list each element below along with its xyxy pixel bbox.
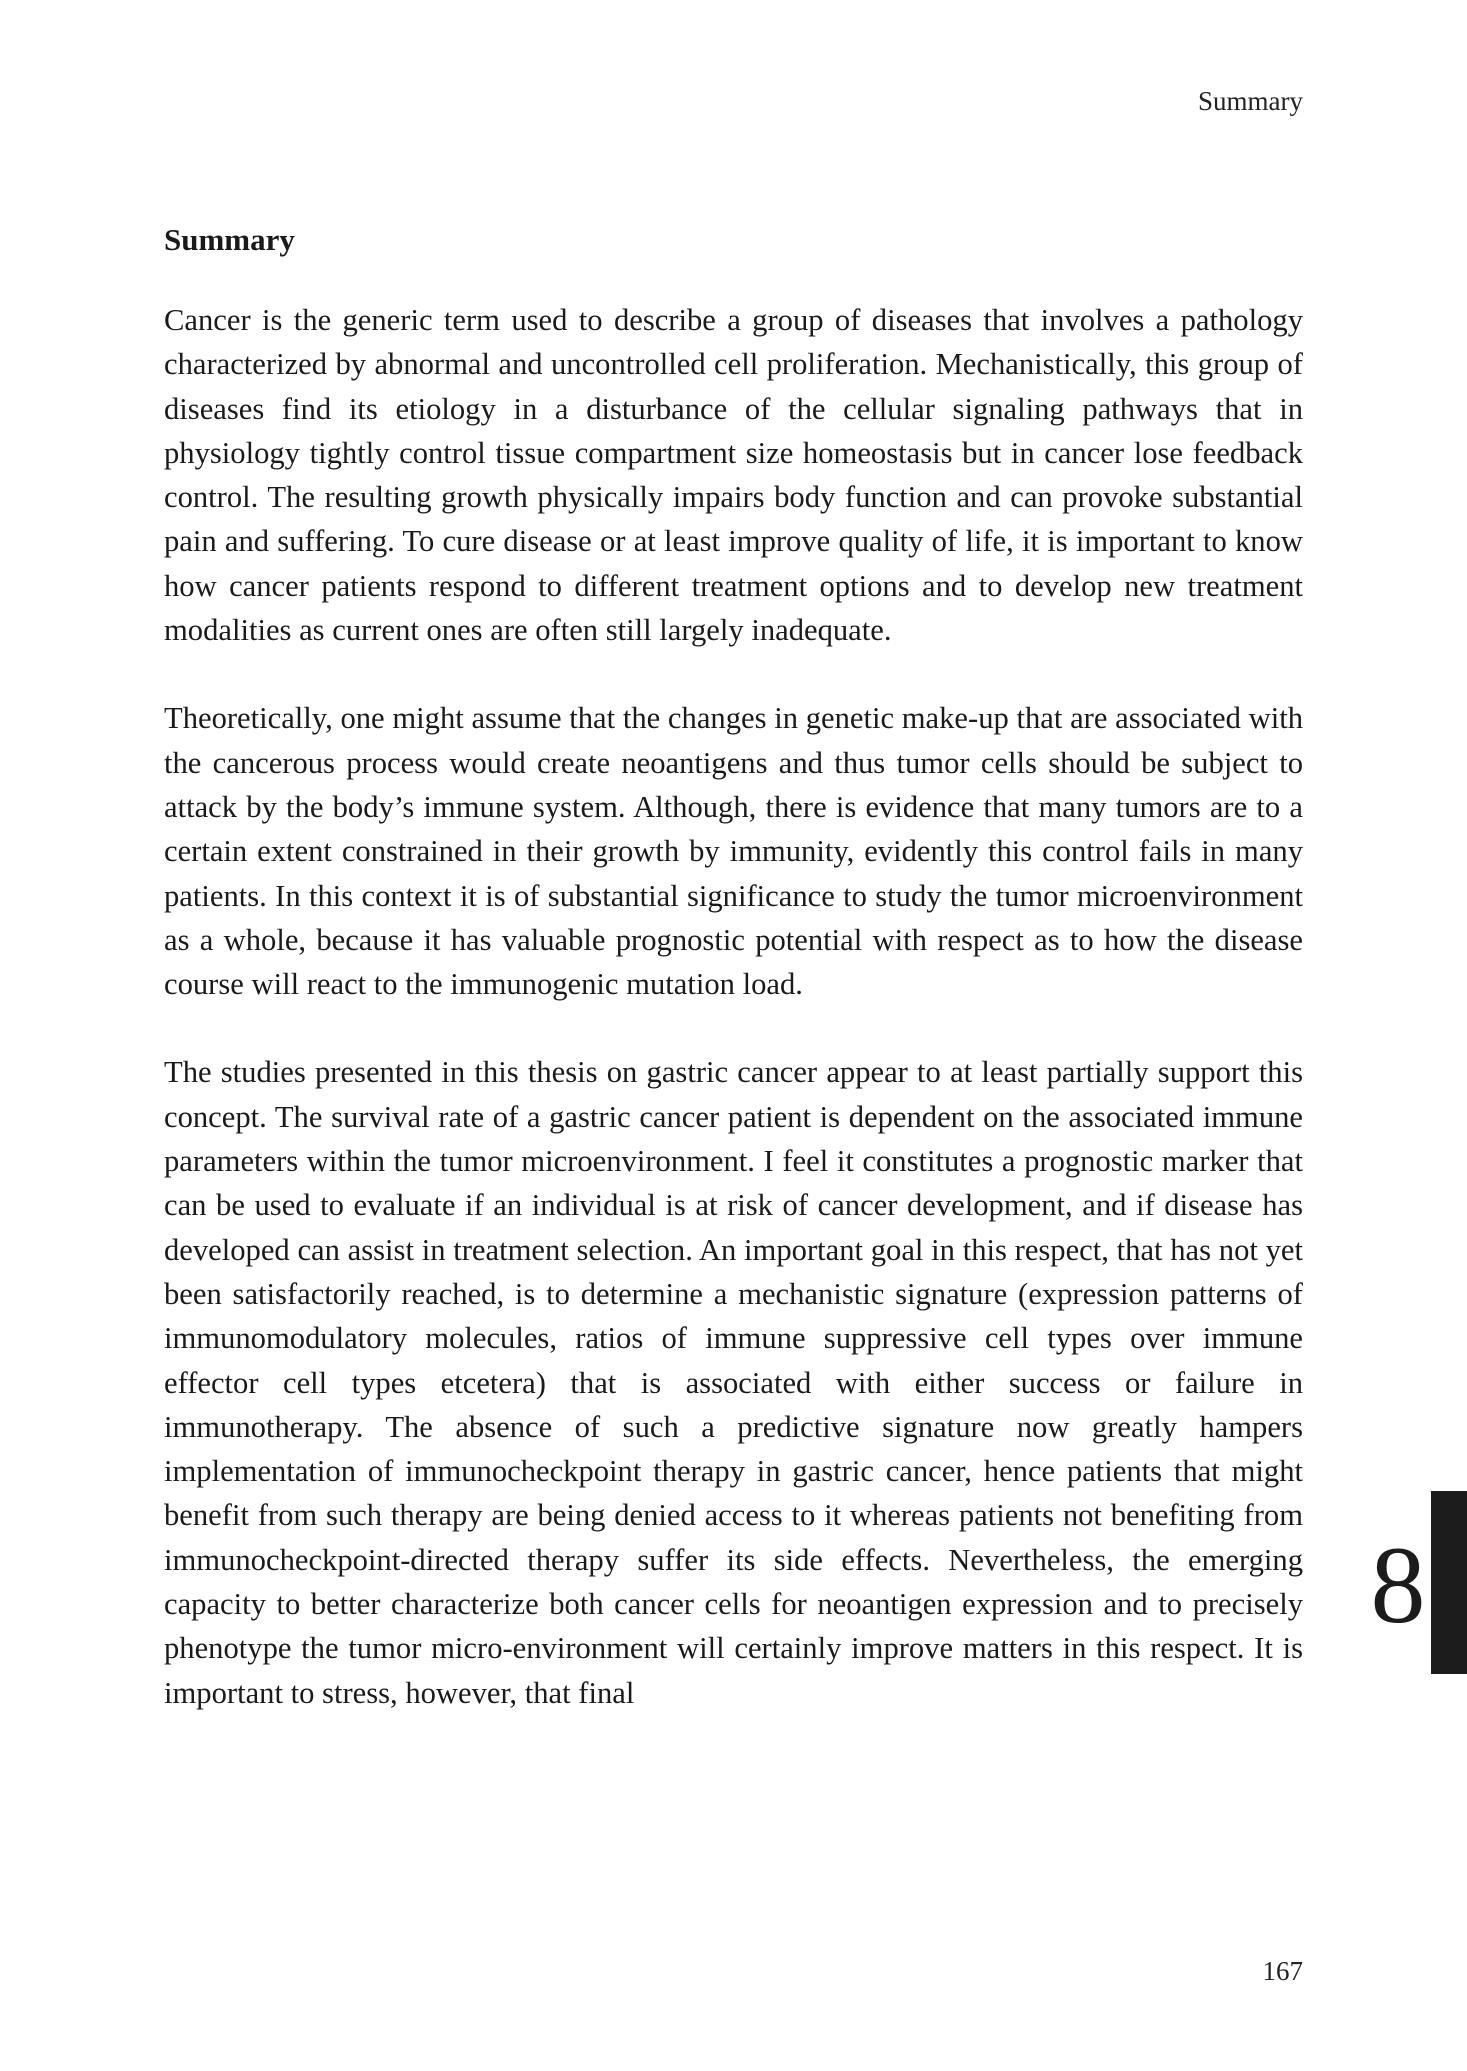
paragraph: The studies presented in this thesis on gastric cancer appear to at least partially support this concept. The survival rate of a gastric cancer patient is dependent on the associated immune parameters within the tumor microenvironment. I feel it constitutes a prognostic marker that can be used to evaluate if an individual is at risk of cancer development, and if disease has developed can assist in treatment selection. An important goal in this respect, that has not yet been satisfactorily reached, is to determine a mechanistic signature (expression patterns of immunomodulatory molecules, ratios of immune suppressive cell types over immune effector cell types etcetera) that is associated with either success or failure in immunotherapy. The absence of such a predictive signature now greatly hampers implementation of immunocheckpoint therapy in gastric cancer, hence patients that might benefit from such therapy are being denied access to it whereas patients not benefiting from immunocheckpoint-directed therapy suffer its side effects. Nevertheless, the emerging capacity to better characterize both cancer cells for neoantigen expression and to precisely phenotype the tumor micro-environment will certainly improve matters in this respect. It is important to stress, however, that final: [164, 1055, 1303, 1710]
chapter-tab-marker: [1431, 1491, 1467, 1674]
running-header: Summary: [1198, 86, 1303, 116]
chapter-number: 8: [1370, 1524, 1426, 1646]
section-title: Summary: [164, 222, 295, 257]
main-content: [164, 218, 1303, 1759]
page-number: 167: [1262, 1956, 1303, 1986]
paragraph: Cancer is the generic term used to describe a group of diseases that involves a pathology characterized by abnormal and uncontrolled cell proliferation. Mechanistically, this group of diseases find its etiology in a disturbance of the cellular signaling pathways that in physiology tightly control tissue compartment size homeostasis but in cancer lose feedback control. The resulting growth physically impairs body function and can provoke substantial pain and suffering. To cure disease or at least improve quality of life, it is important to know how cancer patients respond to different treatment options and to develop new treatment modalities as current ones are often still largely inadequate.: [164, 303, 1303, 648]
paragraph: Theoretically, one might assume that the changes in genetic make-up that are associated with the cancerous process would create neoantigens and thus tumor cells should be subject to attack by the body’s immune system. Although, there is evidence that many tumors are to a certain extent constrained in their growth by immunity, evidently this control fails in many patients. In this context it is of substantial significance to study the tumor microenvironment as a whole, because it has valuable prognostic potential with respect as to how the disease course will react to the immunogenic mutation load.: [164, 701, 1303, 1002]
